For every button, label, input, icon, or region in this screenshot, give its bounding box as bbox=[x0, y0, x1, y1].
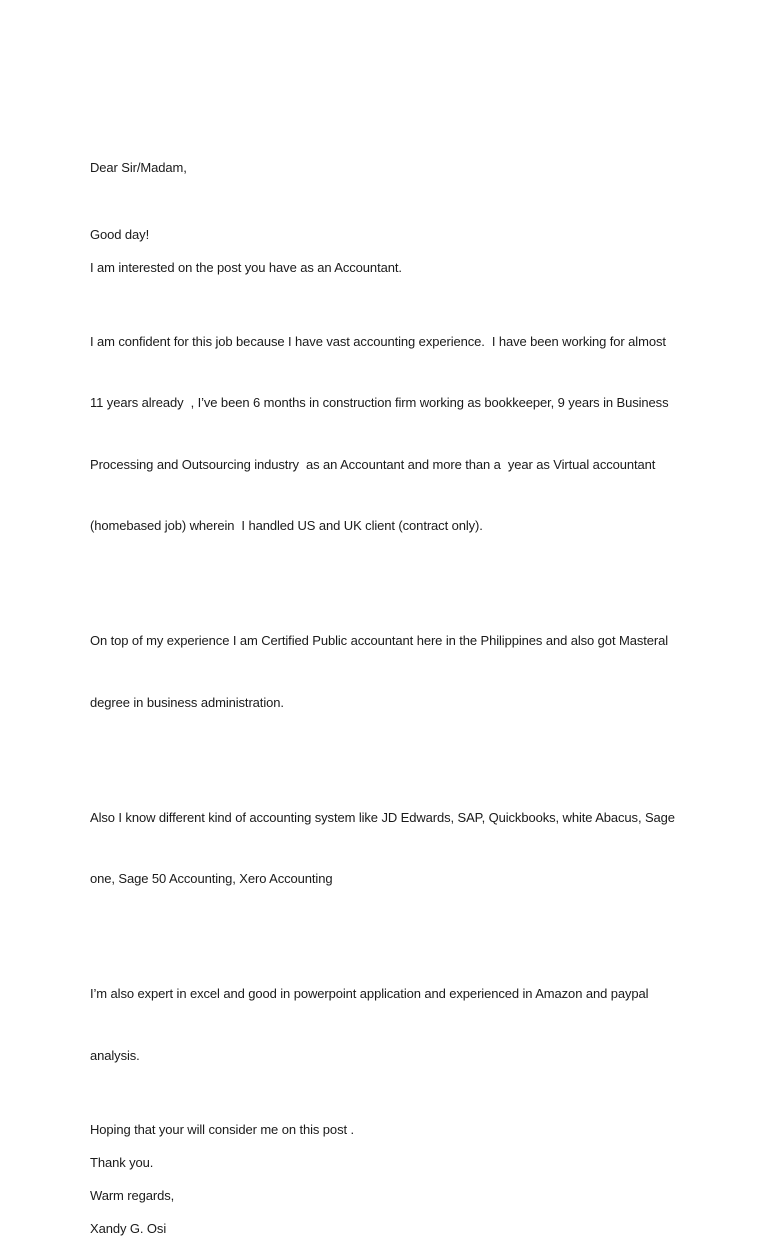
greeting: Good day! bbox=[90, 226, 150, 242]
cover-letter bbox=[90, 158, 675, 1252]
experience-paragraph bbox=[90, 291, 670, 578]
experience-line: Processing and Outsourcing industry as an Accountant and more than a year as Virtual accountant bbox=[90, 456, 656, 472]
skills-line: analysis. bbox=[90, 1047, 140, 1063]
systems-line: one, Sage 50 Accounting, Xero Accounting bbox=[90, 871, 333, 886]
credentials-paragraph bbox=[90, 590, 670, 754]
skills-line: I’m also expert in excel and good in powerpoint application and experienced in Amazon and paypal bbox=[90, 986, 649, 1001]
intro-paragraph: I am interested on the post you have as an Accountant. bbox=[90, 259, 402, 275]
systems-paragraph bbox=[90, 767, 675, 931]
systems-line: Also I know different kind of accounting system like JD Edwards, SAP, Quickbooks, white Abacus, Sage bbox=[90, 809, 675, 825]
hope-paragraph: Hoping that your will consider me on this post . bbox=[90, 1121, 354, 1137]
experience-line: 11 years already , I’ve been 6 months in construction firm working as bookkeeper, 9 years in Business bbox=[90, 395, 669, 410]
experience-line: (homebased job) wherein I handled US and UK client (contract only). bbox=[90, 518, 483, 533]
signature-name: Xandy G. Osi bbox=[90, 1220, 167, 1236]
skills-paragraph bbox=[90, 943, 670, 1107]
thanks-line: Thank you. bbox=[90, 1154, 154, 1170]
salutation: Dear Sir/Madam, bbox=[90, 160, 187, 175]
experience-line: I am confident for this job because I have vast accounting experience. I have been working for almost bbox=[90, 333, 666, 349]
credentials-line: degree in business administration. bbox=[90, 694, 284, 710]
closing-line: Warm regards, bbox=[90, 1187, 175, 1203]
credentials-line: On top of my experience I am Certified Public accountant here in the Philippines and also got Masteral bbox=[90, 633, 669, 648]
